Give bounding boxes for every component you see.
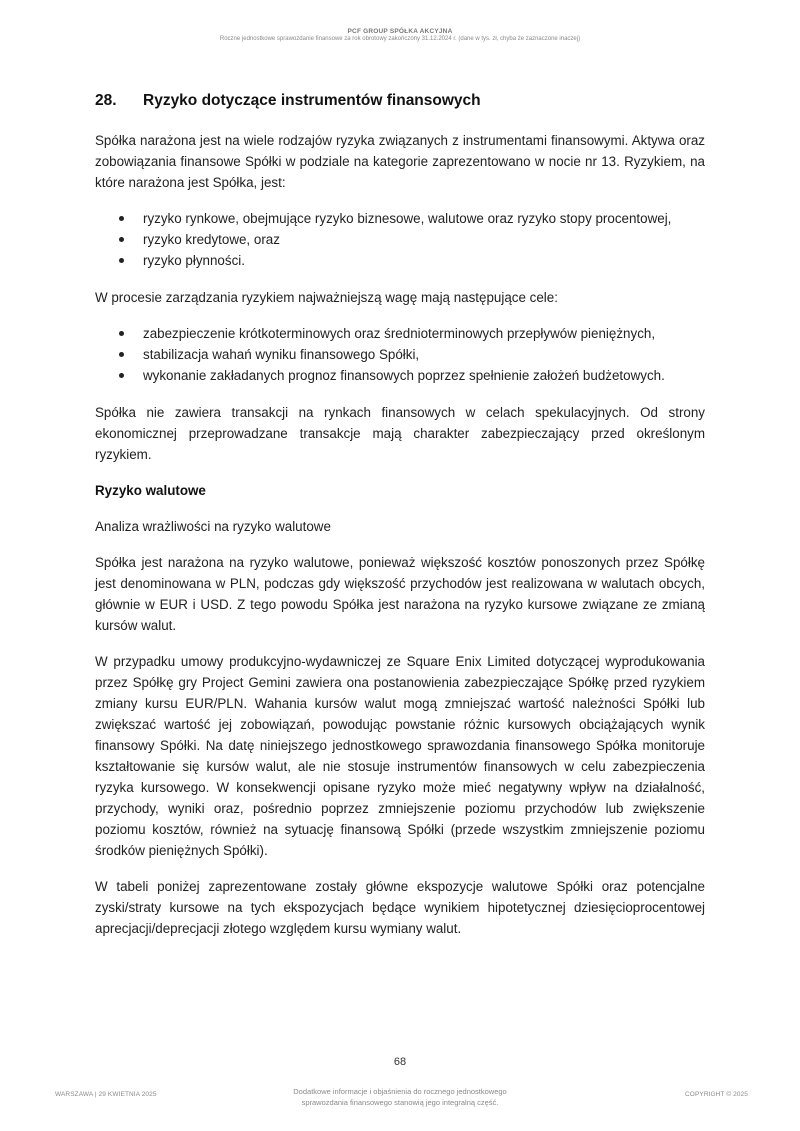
list-item: ryzyko płynności. [143,250,705,271]
risk-list [95,208,705,271]
list-item: ryzyko rynkowe, obejmujące ryzyko biznesowe, walutowe oraz ryzyko stopy procentowej, [143,208,705,229]
section-heading [95,90,705,111]
footer-date: WARSZAWA | 29 KWIETNIA 2025 [55,1091,157,1098]
footer-note-line: sprawozdania finansowego stanowią jego integralną część. [301,1098,499,1107]
square-enix-paragraph: W przypadku umowy produkcyjno-wydawniczej ze Square Enix Limited dotyczącej wyprodukowania przez Spółkę gry Project Gemini zawiera ona postanowienia zabezpieczające Spółkę przed ryzykiem zmiany kursu EUR/PLN. Wahania kursów walut mogą zmniejszać wartość należności Spółki lub zwiększać wartość jej zobowiązań, powodując powstanie różnic kursowych obciążających wynik finansowy Spółki. Na datę niniejszego jednostkowego sprawozdania finansowego Spółka monitoruje kształtowanie się kursów walut, ale nie stosuje instrumentów finansowych w celu zabezpieczenia ryzyka kursowego. W konsekwencji opisane ryzyko może mieć negatywny wpływ na działalność, przychody, wyniki oraz, pośrednio poprzez zmniejszenie poziomu przychodów lub zwiększenie poziomu kosztów, również na sytuację finansową Spółki (przede wszystkim zmniejszenie poziomu środków pieniężnych Spółki). [95,654,705,858]
list-item: wykonanie zakładanych prognoz finansowych poprzez spełnienie założeń budżetowych. [143,365,705,386]
page-number: 68 [393,1056,407,1068]
table-intro-paragraph: W tabeli poniżej zaprezentowane zostały główne ekspozycje walutowe Spółki oraz potencjalne zyski/straty kursowe na tych ekspozycjach będące wynikiem hipotetycznej dziesięcioprocentowej aprecjacji/deprecjacji złotego względem kursu wymiany walut. [95,879,705,936]
section-number: 28. [95,92,117,109]
goals-intro-paragraph: W procesie zarządzania ryzykiem najważniejszą wagę mają następujące cele: [95,290,558,305]
no-speculation-paragraph: Spółka nie zawiera transakcji na rynkach finansowych w celach spekulacyjnych. Od strony ekonomicznej przeprowadzane transakcje mają charakter zabezpieczający przed określonym ryzykiem. [95,405,705,462]
document-body [95,90,705,954]
company-name: PCF GROUP SPÓŁKA AKCYJNA [347,28,453,35]
footer-copyright: COPYRIGHT © 2025 [685,1091,748,1098]
list-item: stabilizacja wahań wyniku finansowego Spółki, [143,344,705,365]
page-header [0,28,800,44]
report-subtitle: Roczne jednostkowe sprawozdanie finansowe za rok obrotowy zakończony 31.12.2024 r. (dane w tys. zł, chyba że zaznaczone inaczej) [219,36,581,43]
fx-exposure-paragraph: Spółka jest narażona na ryzyko walutowe, ponieważ większość kosztów ponoszonych przez Spółkę jest denominowana w PLN, podczas gdy większość przychodów jest realizowana w walutach obcych, głównie w EUR i USD. Z tego powodu Spółka jest narażona na ryzyko kursowe związane ze zmianą kursów walut. [95,555,705,633]
intro-paragraph: Spółka narażona jest na wiele rodzajów ryzyka związanych z instrumentami finansowymi. Aktywa oraz zobowiązania finansowe Spółki w podziale na kategorie zaprezentowano w nocie nr 13. Ryzykiem, na które narażona jest Spółka, jest: [95,133,705,190]
list-item: zabezpieczenie krótkoterminowych oraz średnioterminowych przepływów pieniężnych, [143,323,705,344]
section-title: Ryzyko dotyczące instrumentów finansowych [143,92,481,109]
goals-list [95,323,705,386]
footer-note [250,1086,550,1108]
list-item: ryzyko kredytowe, oraz [143,229,705,250]
fx-risk-heading: Ryzyko walutowe [95,483,206,498]
footer-note-line: Dodatkowe informacje i objaśnienia do rocznego jednostkowego [293,1087,507,1096]
fx-sensitivity-subheading: Analiza wrażliwości na ryzyko walutowe [95,519,331,534]
